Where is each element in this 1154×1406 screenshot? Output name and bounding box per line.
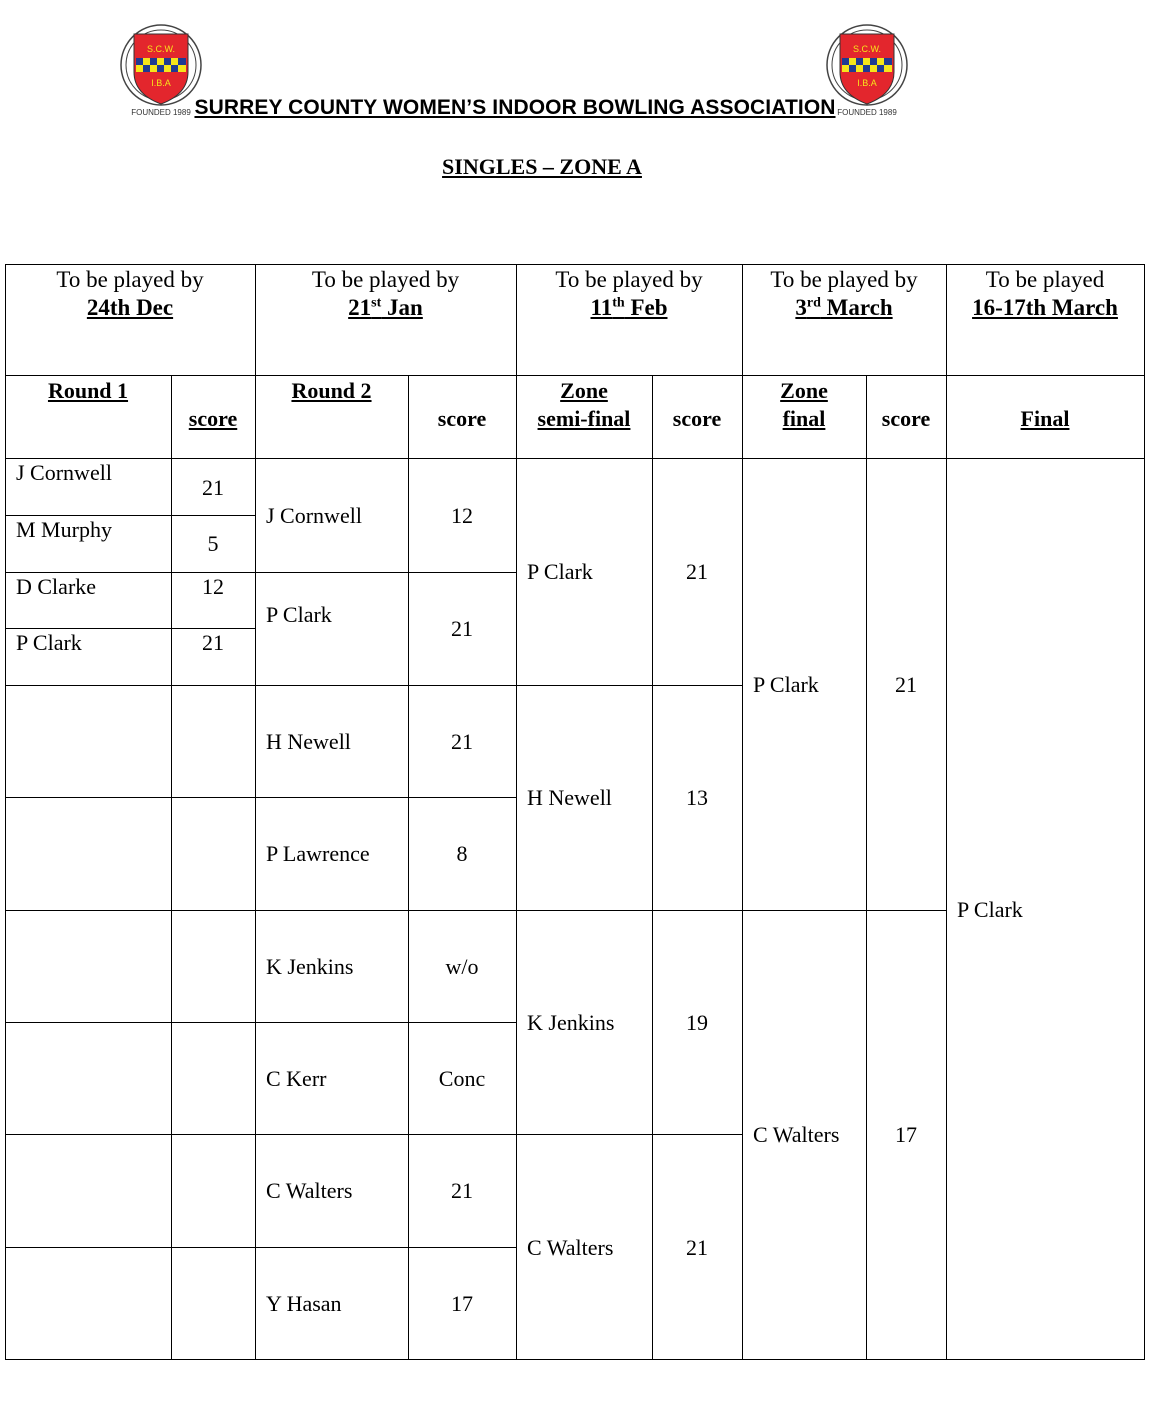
- round2-score-header: score: [437, 406, 487, 431]
- schedule-semi-final: To be played by 11th Feb: [555, 267, 703, 320]
- round1-score-header: score: [188, 406, 238, 431]
- round2-player: C Walters: [266, 1178, 353, 1203]
- zone-final-player: C Walters: [753, 1122, 840, 1147]
- svg-text:I.B.A: I.B.A: [857, 78, 877, 88]
- semi-final-score: 21: [686, 559, 708, 584]
- round2-player: P Clark: [266, 602, 332, 627]
- round2-player: P Lawrence: [266, 841, 370, 866]
- round2-score: w/o: [445, 954, 479, 979]
- round2-score: Conc: [438, 1066, 486, 1091]
- svg-text:I.B.A: I.B.A: [151, 78, 171, 88]
- round2-player: C Kerr: [266, 1066, 327, 1091]
- semi-final-player: K Jenkins: [527, 1010, 615, 1035]
- round1-player: M Murphy: [16, 517, 112, 542]
- organisation-title: SURREY COUNTY WOMEN’S INDOOR BOWLING ASSOCIATION: [194, 96, 836, 119]
- round2-header: Round 2: [291, 378, 372, 403]
- svg-text:S.C.W.: S.C.W.: [852, 44, 882, 54]
- svg-text:S.C.W.: S.C.W.: [146, 44, 176, 54]
- svg-text:FOUNDED 1989: FOUNDED 1989: [131, 108, 191, 117]
- round1-score: 21: [202, 475, 224, 500]
- round2-player: H Newell: [266, 729, 351, 754]
- final-header: Final: [1020, 406, 1070, 431]
- round1-header: Round 1: [47, 378, 129, 403]
- round1-score: 5: [207, 531, 219, 556]
- round1-score: 21: [202, 630, 224, 655]
- semi-final-player: C Walters: [527, 1235, 614, 1260]
- schedule-final: To be played 16-17th March: [972, 267, 1118, 320]
- semi-final-player: H Newell: [527, 785, 612, 810]
- schedule-round1: To be played by 24th Dec: [56, 267, 204, 320]
- semi-final-score-header: score: [672, 406, 722, 431]
- semi-final-score: 13: [686, 785, 708, 810]
- round1-player: P Clark: [16, 630, 82, 655]
- round2-score: 12: [451, 503, 473, 528]
- round2-player: Y Hasan: [266, 1291, 342, 1316]
- round2-score: 21: [451, 616, 473, 641]
- final-winner: P Clark: [957, 897, 1023, 922]
- zone-final-player: P Clark: [753, 672, 819, 697]
- zone-final-score: 17: [895, 1122, 917, 1147]
- round1-score: 12: [202, 574, 224, 599]
- zone-final-header: Zone final: [780, 378, 828, 431]
- semi-final-header: Zone semi-final: [537, 378, 631, 431]
- competition-title: SINGLES – ZONE A: [442, 154, 642, 179]
- zone-final-score-header: score: [881, 406, 931, 431]
- round2-player: J Cornwell: [266, 503, 362, 528]
- zone-final-score: 21: [895, 672, 917, 697]
- round2-score: 17: [451, 1291, 473, 1316]
- schedule-zone-final: To be played by 3rd March: [770, 267, 918, 320]
- schedule-round2: To be played by 21st Jan: [311, 267, 460, 320]
- round1-player: J Cornwell: [16, 460, 112, 485]
- round2-score: 21: [451, 1178, 473, 1203]
- semi-final-player: P Clark: [527, 559, 593, 584]
- round1-player: D Clarke: [16, 574, 97, 599]
- semi-final-score: 21: [686, 1235, 708, 1260]
- round2-player: K Jenkins: [266, 954, 354, 979]
- round2-score: 8: [456, 841, 468, 866]
- round2-score: 21: [451, 729, 473, 754]
- semi-final-score: 19: [686, 1010, 708, 1035]
- svg-text:FOUNDED 1989: FOUNDED 1989: [837, 108, 897, 117]
